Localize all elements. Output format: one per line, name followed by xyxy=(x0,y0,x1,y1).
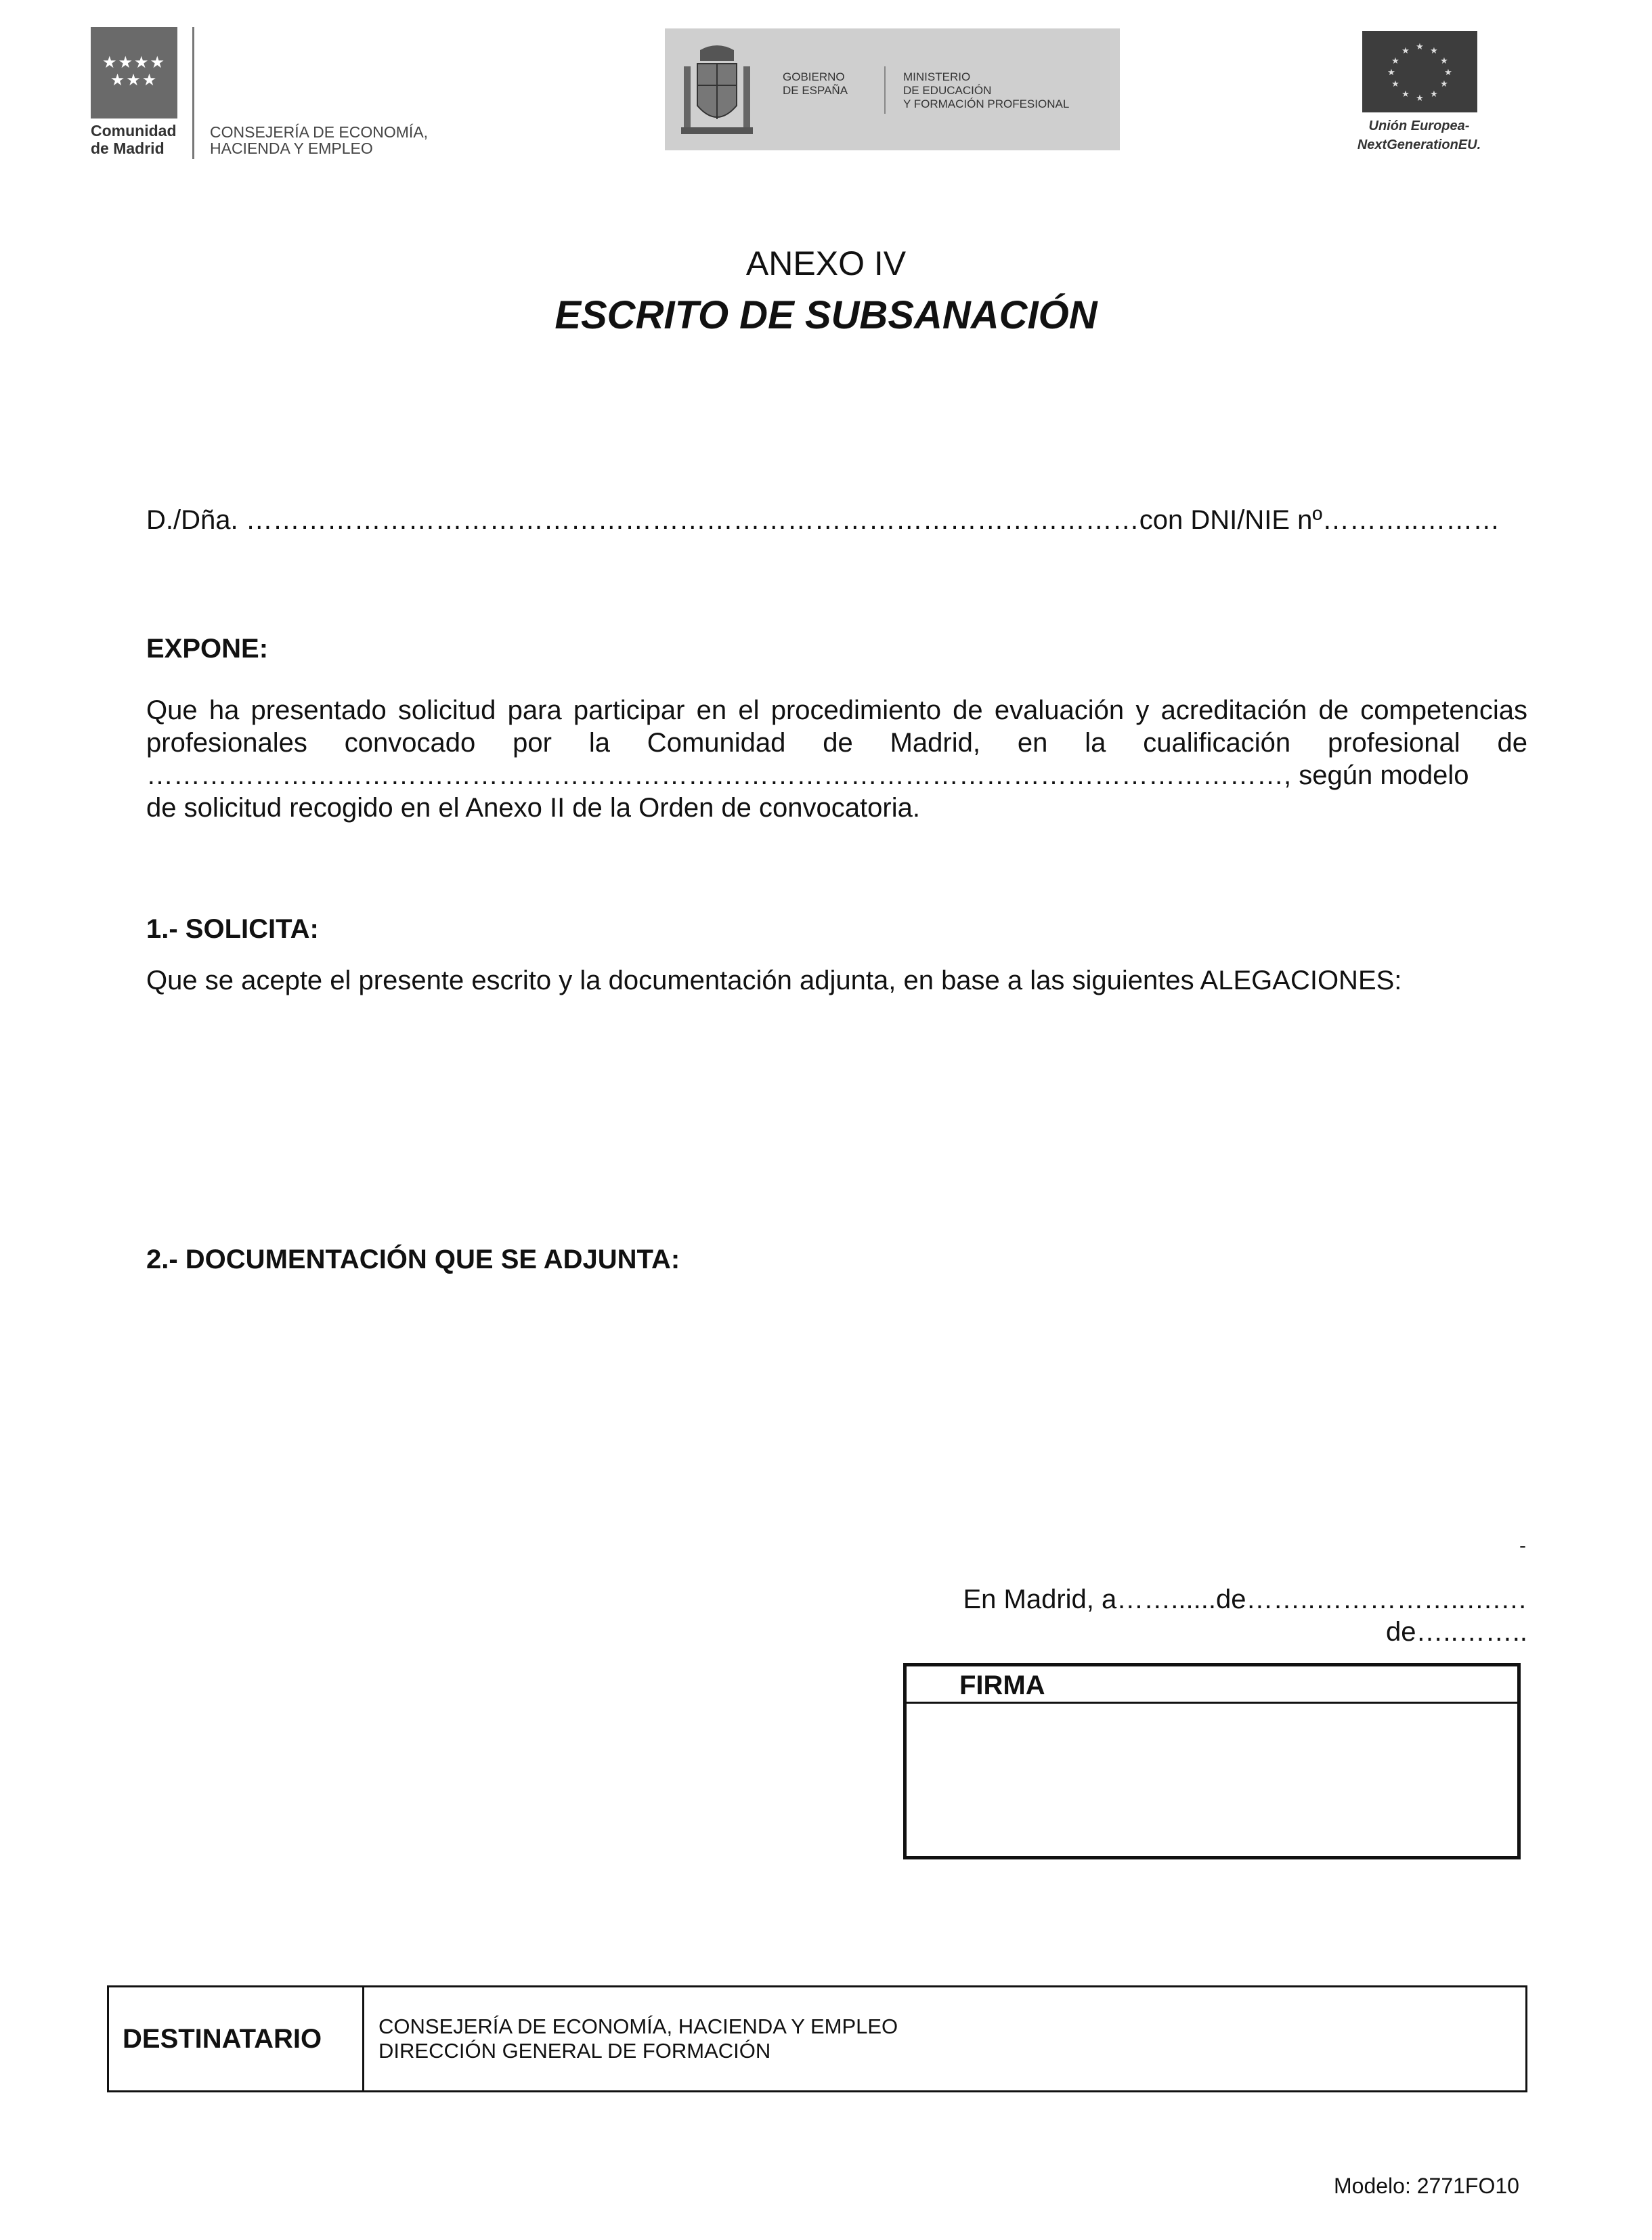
document-title: ESCRITO DE SUBSANACIÓN xyxy=(555,293,1097,337)
annex-title: ANEXO IV xyxy=(745,244,907,282)
svg-text:★: ★ xyxy=(1391,56,1399,66)
solicita-heading: 1.- SOLICITA: xyxy=(146,914,319,944)
firma-label: FIRMA xyxy=(959,1671,1045,1700)
date-line: En Madrid, a……......de……..……………..….… de…..…….. xyxy=(963,1585,1527,1647)
svg-text:★: ★ xyxy=(1416,93,1424,104)
destinatario-table xyxy=(107,1985,1527,2092)
svg-text:★: ★ xyxy=(1440,56,1448,66)
table-divider xyxy=(362,1987,364,2090)
eu-caption: Unión Europea- NextGenerationEU. xyxy=(1357,119,1481,152)
firma-box[interactable] xyxy=(903,1663,1521,1859)
applicant-line: D./Dña. ………………………………………………………………………………………con DNI/NIE nº………..……… xyxy=(146,505,1500,535)
comunidad-name: Comunidad de Madrid xyxy=(91,122,177,157)
eu-flag-icon xyxy=(1362,31,1477,112)
gobierno-espana-logo xyxy=(665,28,1120,150)
svg-text:★: ★ xyxy=(1391,79,1399,89)
documentacion-heading: 2.- DOCUMENTACIÓN QUE SE ADJUNTA: xyxy=(146,1245,680,1274)
firma-header xyxy=(907,1666,1517,1704)
expone-line-3: ………………………………………………………………………………………………………………, según modelo xyxy=(146,760,1469,790)
svg-text:★: ★ xyxy=(1387,68,1395,78)
expone-line-1: Que ha presentado solicitud para participar en el procedimiento de evaluación y acreditación de competencias xyxy=(146,695,1527,725)
svg-text:★: ★ xyxy=(1440,79,1448,89)
coat-of-arms-icon xyxy=(680,41,754,138)
svg-text:★: ★ xyxy=(1416,42,1424,52)
comunidad-madrid-logo xyxy=(91,27,470,169)
expone-line-4: de solicitud recogido en el Anexo II de la Orden de convocatoria. xyxy=(146,793,920,823)
stars-icon: ★★★★ ★★★ xyxy=(102,53,167,89)
svg-text:★: ★ xyxy=(1444,68,1452,78)
modelo-code: Modelo: 2771FO10 xyxy=(1334,2174,1519,2198)
ministerio-text: MINISTERIO DE EDUCACIÓN Y FORMACIÓN PROFESIONAL xyxy=(903,70,1070,110)
logo-divider xyxy=(884,66,886,114)
gobierno-text: GOBIERNO DE ESPAÑA xyxy=(783,70,848,97)
comunidad-madrid-emblem xyxy=(91,27,177,119)
expone-line-2: profesionales convocado por la Comunidad de Madrid, en la cualificación profesional de xyxy=(146,728,1527,758)
svg-text:★: ★ xyxy=(1401,89,1410,100)
solicita-text: Que se acepte el presente escrito y la documentación adjunta, en base a las siguientes ALEGACIONES: xyxy=(146,966,1402,995)
expone-heading: EXPONE: xyxy=(146,634,269,664)
stray-mark: - xyxy=(1519,1534,1526,1557)
destinatario-address: CONSEJERÍA DE ECONOMÍA, HACIENDA Y EMPLEO DIRECCIÓN GENERAL DE FORMACIÓN xyxy=(378,2015,898,2063)
eu-next-generation-logo xyxy=(1345,27,1494,163)
consejeria-name: CONSEJERÍA DE ECONOMÍA, HACIENDA Y EMPLEO xyxy=(210,123,429,157)
svg-text:★: ★ xyxy=(1430,46,1438,56)
logo-divider xyxy=(192,27,194,159)
svg-text:★: ★ xyxy=(1430,89,1438,100)
destinatario-label: DESTINATARIO xyxy=(123,2024,322,2054)
svg-text:★: ★ xyxy=(1401,46,1410,56)
